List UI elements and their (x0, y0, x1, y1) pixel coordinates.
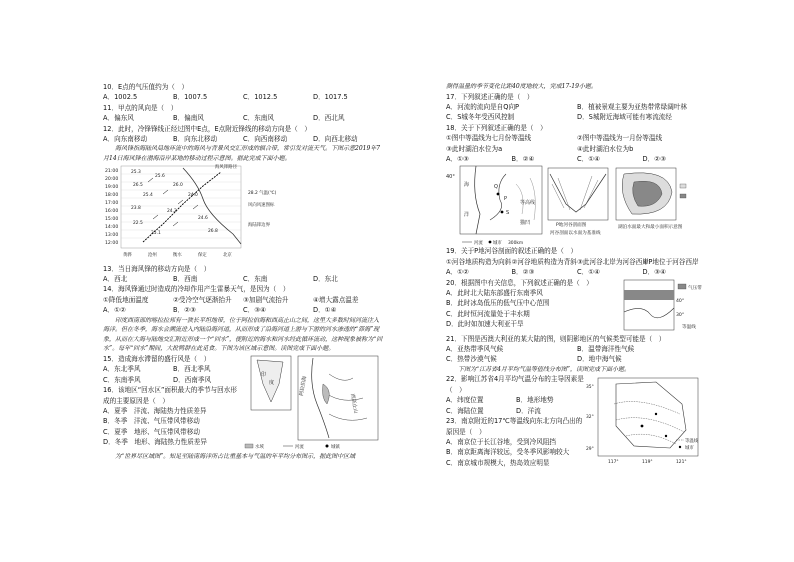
question-14-options (103, 305, 383, 315)
fig-label: 40° (676, 298, 685, 304)
temp-value: 25.4 (143, 192, 153, 198)
temp-legend: 28.2 气温(℃) (248, 190, 277, 196)
option[interactable]: C．此时恒河流量处于丰水期 (446, 309, 530, 318)
time-label: 15:00 (105, 216, 119, 222)
time-label: 20:00 (105, 176, 119, 182)
option[interactable]: B．温带海洋性气候 (577, 345, 635, 354)
pressure-belt-figure (622, 278, 708, 334)
option[interactable]: A．东北季风 (103, 365, 141, 374)
statement: ①图中等温线为七月份等温线 (446, 134, 532, 143)
jiangsu-map (586, 374, 708, 466)
option[interactable]: A．亚热带季风气候 (446, 345, 504, 354)
statement: ③此河谷北岸为河谷西岸 (577, 257, 649, 266)
option[interactable]: B．南京距离海洋较远，受冬季风影响较大 (446, 448, 570, 457)
option[interactable]: B．②③ (173, 306, 196, 315)
temp-value: 24.0 (188, 192, 198, 198)
option[interactable]: B．冬季 洋流、气压带风带移动 (103, 417, 200, 426)
option[interactable]: A．此时北大陆东部盛行东南季风 (446, 289, 543, 298)
statement: ②图中等温线为一月份等温线 (577, 134, 663, 143)
question-22-options-2 (446, 406, 586, 416)
statement: ③此时湖泊水位为a (446, 144, 503, 153)
option[interactable]: C．①④ (577, 155, 601, 164)
fig-label: 30° (676, 312, 685, 318)
option[interactable]: A．南京位于长江谷地，受到冷风阻挡 (446, 437, 557, 446)
question-21-options (446, 344, 708, 354)
option[interactable]: D．西北风 (313, 114, 345, 123)
fig-label: Q (494, 184, 498, 191)
time-label: 16:00 (105, 208, 119, 214)
option[interactable]: B．此时冰岛低压的低气压中心范围 (446, 299, 550, 308)
statement: ①河谷地质构造为向斜 (446, 257, 512, 266)
statement: ④此时湖泊水位为b (577, 144, 634, 153)
option[interactable]: B．西南 (173, 275, 198, 284)
option[interactable]: B．②③ (511, 268, 535, 277)
option[interactable]: D．地中海气候 (577, 355, 622, 364)
question-20: 20．根据图中有关信息，下列叙述正确的是（ ） (446, 278, 593, 287)
question-15-options (103, 364, 243, 374)
map-label: 阿拉伯海 (298, 375, 309, 397)
passage-backwater: 印度西南部的喀拉拉邦有一狭长平坦地带，位于阿拉伯海和西高止山之间，这里大多数时间河流注入海洋。但在冬季，海水会溯流进入内陆沿海河道，从而形成了沿海河道上游与下游的河水渗透的“滞海”现象，从而在大海与陆地交汇附近形成一个“回水”，使附近的海水和河水经此循环流动，这种现象被称为“回水”。每年“回水”期间，大批鸭群在此觅食。下图为该区域示意图。读图完成下面小题。 (103, 316, 383, 353)
time-label: 18:00 (105, 192, 119, 198)
option[interactable]: C．海陆位置 (446, 406, 484, 415)
wind-legend: 风向风速图标 (248, 202, 275, 208)
option[interactable]: D．③④ (642, 268, 666, 277)
question-13-options (103, 274, 383, 284)
question-12: 12．此时，冷锋锋线正经过图中E点，E点附近锋线的移动方向是（ ） (103, 124, 311, 133)
option[interactable]: A．向东南移动 (103, 135, 148, 144)
question-18-options (446, 154, 708, 164)
coast-legend: 海陆锋边界 (248, 222, 270, 228)
question-16: 16．该地区“回水区”面积最大的季节与回水形成的主要原因是（ ） (103, 386, 237, 405)
option[interactable]: D．洋流 (516, 406, 541, 415)
map-label: 西高止山 (349, 393, 359, 415)
scale-label: 300km (508, 241, 524, 247)
question-19-options (446, 267, 708, 277)
question-22: 22．影响江苏省4月平均气温分布的主导因素是（ ） (446, 375, 584, 394)
option[interactable]: B．偏南风 (173, 114, 204, 123)
fig-label: 等高线 (520, 200, 536, 207)
sea-breeze-figure (103, 164, 383, 264)
option[interactable]: B．1007.5 (173, 93, 208, 102)
statement: ①降低地面温度 (103, 295, 149, 304)
question-12-options (103, 134, 383, 144)
lon-label: 119° (642, 460, 653, 466)
temp-value: 23.8 (131, 205, 141, 211)
kerala-map (243, 354, 383, 452)
temp-value: 26.5 (133, 182, 143, 188)
site-label: 北京 (223, 252, 232, 258)
option[interactable]: A．①② (446, 268, 469, 277)
fig-label: 40° (446, 174, 455, 181)
fig-label: P (504, 196, 508, 203)
time-label: 12:00 (105, 240, 119, 246)
fig-label: 等温线 (682, 324, 696, 330)
fig-label: 气压带 (688, 285, 702, 291)
q22-23-block (446, 374, 708, 468)
legend-label: 水域 (255, 445, 264, 451)
question-15: 15．造成海水滞留的盛行风是（ ） (103, 355, 211, 364)
question-10-options (103, 92, 383, 102)
time-label: 17:00 (105, 200, 119, 206)
panel-caption: 湖泊水面最大和最小面积示意图 (618, 225, 683, 231)
option[interactable]: A．①② (103, 306, 126, 315)
site-label: 黄骅 (123, 252, 132, 258)
option[interactable]: C．东南季风 (103, 375, 141, 384)
statement: ④增大露点温差 (313, 295, 359, 304)
option[interactable]: D．向西北移动 (313, 135, 358, 144)
lat-label: 32° (586, 415, 594, 421)
legend-label: 河流 (295, 445, 304, 451)
time-label: 21:00 (105, 168, 119, 174)
question-14-statements (103, 295, 383, 305)
passage-sea-breeze: 海风锋指海陆风局地环流中的海风与背景风交汇形成的辐合带，常引发对流天气。下图示意2019年7月14日海风锋在渤海沿岸某地的移动过程示意图。据此完成下面小题。 (103, 145, 381, 163)
option[interactable]: A．河流的流向是自Q向P (446, 103, 520, 111)
option[interactable]: D．S城附近海域可能有寒流流经 (577, 113, 672, 122)
q15-16-block (103, 354, 383, 452)
option[interactable]: C．夏季 地形、气压带风带移动 (103, 427, 200, 436)
track-legend: 海风锋路径 (215, 164, 237, 170)
option[interactable]: D．②③ (642, 155, 666, 164)
option[interactable]: D．东北 (313, 275, 338, 284)
option[interactable]: C．向西南移动 (243, 135, 288, 144)
option[interactable]: C．①④ (577, 268, 601, 277)
question-11-options (103, 113, 383, 123)
option[interactable]: D．西南季风 (173, 375, 212, 384)
option[interactable]: B．西北季风 (173, 365, 211, 374)
option[interactable]: B．植被景观主要为亚热带常绿阔叶林 (577, 103, 688, 111)
option[interactable]: C．1012.5 (243, 93, 278, 102)
q22-23-text (446, 374, 586, 468)
option[interactable]: A．西北 (103, 275, 128, 284)
lat-label: 35° (586, 385, 594, 391)
temp-value: 24.6 (198, 215, 208, 221)
question-18: 18．关于下列叙述正确的是（ ） (446, 123, 547, 132)
panel-caption: 河谷剖面以水面为基准线 (550, 231, 601, 237)
option[interactable]: A．偏东风 (103, 114, 134, 123)
question-11: 11．甲点的风向是（ ） (103, 103, 178, 112)
map-label: 度 (269, 380, 275, 387)
lon-label: 121° (676, 460, 687, 466)
question-10: 10．E点的气压值约为（ ） (103, 83, 189, 91)
time-label: 13:00 (105, 232, 119, 238)
time-label: 19:00 (105, 184, 119, 190)
option[interactable]: C．南京城市规模大，热岛效应明显 (446, 458, 550, 467)
lat-label: 29° (586, 447, 594, 453)
option[interactable]: B．向东北移动 (173, 135, 218, 144)
left-column (103, 82, 383, 462)
question-22-options (446, 395, 586, 405)
temp-value: 22.5 (133, 220, 143, 226)
legend-label: 城市 (685, 446, 694, 452)
fig-label: 洋 (464, 212, 470, 219)
question-18-statements-2 (446, 144, 708, 154)
passage-jiangsu: 下图为“江苏省4月平均气温等值线分布图”，读图完成下面小题。 (458, 365, 630, 373)
question-17-options-2 (446, 112, 708, 122)
option[interactable]: A．①③ (446, 155, 469, 164)
temp-value: 25.6 (155, 173, 165, 179)
option[interactable]: D．此时如加速大利亚干旱 (446, 320, 524, 329)
fig-label: 猫凹 (520, 220, 531, 227)
site-label: 沧州 (148, 252, 157, 258)
question-13: 13．当日海风锋的移动方向是（ ） (103, 264, 211, 273)
q20-text (446, 278, 622, 334)
question-14: 14．海风锋通过时造成的冷却作用产生雷暴天气，是因为（ ） (103, 285, 290, 294)
time-label: 14:00 (105, 224, 119, 230)
site-label: 衡水 (173, 252, 182, 258)
question-23: 23．南京附近的17℃等温线向东北方向凸出的原因是（ ） (446, 417, 583, 436)
question-15-options-2 (103, 375, 243, 385)
option[interactable]: A．纬度位置 (446, 396, 484, 405)
option[interactable]: B．②④ (511, 155, 535, 164)
site-label: 保定 (198, 252, 207, 258)
option[interactable]: B．地形地势 (516, 396, 554, 405)
question-19-statements (446, 257, 708, 267)
question-18-statements (446, 133, 708, 143)
statement: ④P地位于河谷西岸 (642, 257, 699, 266)
q20-block (446, 278, 708, 334)
option[interactable]: D．1017.5 (313, 93, 348, 102)
river-valley-figure (446, 164, 708, 246)
legend-label: 等温线 (685, 439, 699, 445)
q15-16-text (103, 354, 243, 452)
legend-label: 河流 (474, 241, 483, 247)
temp-value: 24.2 (167, 208, 177, 214)
passage-intro: 测得温量的季节变化比距40度地较大，完成17-19小题。 (446, 83, 597, 90)
temp-value: 26.0 (173, 182, 183, 188)
fig-label: S (506, 210, 510, 217)
option[interactable]: C．③④ (243, 306, 267, 315)
legend-label: 城镇 (331, 445, 340, 451)
temp-value: 25.1 (151, 230, 161, 236)
panel-caption: P地河谷剖面图 (556, 223, 587, 229)
option[interactable]: C．东南风 (243, 114, 274, 123)
option[interactable]: C．东南 (243, 275, 268, 284)
question-19: 19．关于P地河谷剖面的叙述正确的是（ ） (446, 247, 578, 256)
right-column (446, 82, 708, 468)
option[interactable]: C．热带沙漠气候 (446, 355, 497, 364)
option[interactable]: A．夏季 洋流、海陆热力性质差异 (103, 407, 207, 416)
option[interactable]: A．1002.5 (103, 93, 138, 102)
question-17: 17．下列叙述正确的是（ ） (446, 92, 534, 101)
temp-value: 25.3 (131, 169, 141, 175)
passage-world-region: 为“世界尽区域图”。知足至陆南海洋所占比重基本与气温的年平均分布图示，据此图中区域 (115, 453, 356, 461)
lon-label: 117° (608, 460, 619, 466)
option[interactable]: C．S城冬年受西风控制 (446, 113, 515, 122)
option[interactable]: D．①④ (313, 306, 337, 315)
fig-label: 海 (464, 182, 470, 189)
statement: ③加剧气流抬升 (243, 295, 289, 304)
option[interactable]: D．冬季 地形、海陆热力性质差异 (103, 438, 207, 447)
temp-value: 26.8 (208, 228, 218, 234)
statement: ②受冷空气逐渐抬升 (173, 295, 232, 304)
legend-label: 城市 (493, 241, 502, 247)
map-label: 印 (261, 372, 267, 379)
statement: ②河谷地质构造为背斜 (511, 257, 577, 266)
question-17-options (446, 102, 708, 112)
question-21: 21．下图是西澳大利亚的某大陆的图，则阴影地区的气候类型可能是（ ） (446, 334, 666, 343)
question-21-options-2 (446, 354, 708, 364)
